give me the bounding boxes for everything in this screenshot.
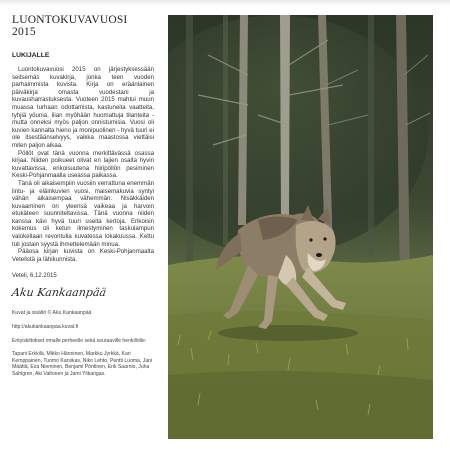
copyright-line: Kuvat ja sisältö © Aku Kankaanpää xyxy=(12,310,92,317)
foreword-paragraph-3: Tänä oli aikaisempiin vuosiin verrattuna enemmän lintu- ja eläinkuvien vuosi, maisemakuvia syntyi vähän aikaisempaa vähemmän. Nisäkkäiden kuvaaminen on yleensä vaikeaa ja harvoin etukäteen suunniteltavissa. Tänä vuonna niiden kanssa kävi hyvä tuuri useita kertoja. Erikoisin kokemus oli ketun ilmestyminen taskulampun valokeilaan revontulia kuvatessa lokakuussa. Kettu tuli jostain syystä ihmettelemään minua. xyxy=(12,179,154,248)
text-column xyxy=(12,14,154,385)
foreword-body xyxy=(12,66,154,263)
foreword-paragraph-2: Pöllöt ovat tänä vuonna merkittävässä osassa kirjaa. Niiden poikueet olivat eri lajien osalta hyvin kuvattavissa, erikoisuutena hiiripöllön pesiminen Keski-Pohjanmaalla useassa paikassa. xyxy=(12,149,154,180)
thanks-names: Tapani Erkkilä, Mikko Hänninen, Markku Jyrkkä, Kari Kemppainen, Tuomo Karsikas, Niko Lehto, Pentti Luoma, Jani Määttä, Esa Nieminen, Benjami Pöntinen, Erik Saarnio, Juha Sahlgren, Aki Valtonen ja Jami Ylikangas. xyxy=(12,351,153,377)
credits xyxy=(12,310,154,377)
wolf-photo-illustration xyxy=(168,15,433,439)
wolf-photo xyxy=(168,15,433,439)
foreword-paragraph-4: Pääosa kirjan kuvista on Keski-Pohjanmaalta Vetelistä ja lähikunnista. xyxy=(12,248,154,263)
author-signature: Aku Kankaanpää xyxy=(11,286,107,300)
page-title: LUONTOKUVAVUOSI 2015 xyxy=(12,14,128,38)
foreword-paragraph-1: Luontokuvavuosi 2015 on järjestyksessään seitsemäs kuvakirja, jonka teen vuoden parhaimmista kuvista. Kirja on eräänlainen päiväkirja omasta vuodestani ja kuvausharrastuksesta. Vuoteen 2015 mahtui muun muassa turhaan odottamista, kastuneita vaatteita, tyhjiä yöunia, liian myöhään huomattuja tilanteita - mutta onneksi myös paljon onnistumisia. Vuosi oli kuvien kannalta hieno ja monipuolinen - hyvä tuuri ei ole itsestäänselvyys, vaikka maastossa viettäisi miten paljon aikaa. xyxy=(12,66,154,149)
thanks-intro: Erityiskiitokset omalle perheelle sekä seuraaville henkilöille: xyxy=(12,337,147,344)
section-heading: LUKIJALLE xyxy=(12,52,50,59)
page-edge-shadow xyxy=(0,0,450,6)
place-date: Veteli, 6.12.2015 xyxy=(12,273,57,280)
website-link[interactable]: http://akukankaanpaa.kuvat.fi xyxy=(12,324,79,331)
